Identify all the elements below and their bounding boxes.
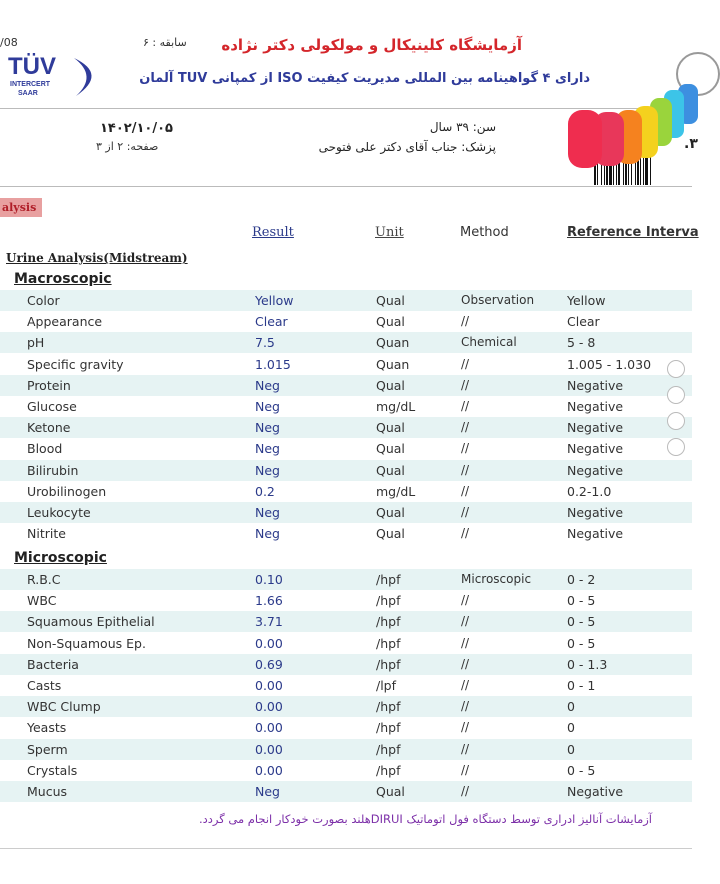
test-reference: 1.005 - 1.030 [567, 356, 652, 372]
test-method: // [461, 741, 470, 756]
table-row [0, 460, 692, 481]
test-unit: Qual [376, 462, 405, 478]
test-unit: /hpf [376, 720, 401, 736]
test-reference: 0 - 5 [567, 614, 596, 630]
color-tabs-icon [566, 84, 692, 168]
test-reference: Negative [567, 420, 624, 436]
test-name: WBC [27, 593, 57, 609]
table-row [0, 438, 692, 459]
table-row [0, 611, 692, 632]
test-result: 0.00 [255, 699, 283, 715]
table-row [0, 290, 692, 311]
column-header-method: Method [460, 225, 509, 240]
table-row [0, 739, 692, 760]
table-row [0, 332, 692, 353]
test-reference: 5 - 8 [567, 335, 596, 351]
test-name: Nitrite [27, 526, 66, 542]
logo-tuv-text: TÜV [8, 53, 56, 80]
test-name: Specific gravity [27, 356, 124, 372]
table-row [0, 760, 692, 781]
test-method: // [461, 614, 470, 629]
test-unit: Qual [376, 314, 405, 330]
test-result: Neg [255, 526, 280, 542]
test-method: // [461, 678, 470, 692]
header-divider-bottom [0, 186, 692, 187]
test-method: Microscopic [461, 572, 532, 586]
test-name: Glucose [27, 399, 77, 414]
test-result: 3.71 [255, 614, 283, 630]
column-header-unit: Unit [375, 225, 404, 240]
test-unit: mg/dL [376, 399, 416, 414]
radio-option-2[interactable] [667, 386, 685, 404]
test-method: // [461, 377, 470, 392]
footer-note: آزمایشات آنالیز ادراری توسط دستگاه فول اتوماتیک DIRUIهلند بصورت خودکار انجام می گردد. [199, 812, 652, 826]
corner-text: /08 [0, 36, 18, 49]
test-method: // [461, 356, 470, 371]
test-unit: Quan [376, 356, 410, 372]
test-reference: Yellow [567, 293, 606, 308]
table-row [0, 654, 692, 675]
test-unit: Qual [376, 293, 405, 308]
test-method: // [461, 699, 470, 714]
barcode-number: .۳ [684, 136, 698, 152]
test-unit: /hpf [376, 656, 401, 672]
test-name: Urobilinogen [27, 483, 107, 499]
test-result: 0.10 [255, 572, 283, 587]
file-number: سابقه : ۶ [143, 36, 187, 49]
table-row [0, 569, 692, 590]
test-method: // [461, 399, 470, 413]
test-method: // [461, 762, 470, 777]
test-name: Yeasts [27, 720, 67, 736]
test-name: Color [27, 293, 60, 308]
test-method: Chemical [461, 335, 517, 350]
test-result: Neg [255, 420, 280, 436]
test-name: Bilirubin [27, 462, 79, 478]
test-reference: Negative [567, 784, 624, 799]
test-result: 0.00 [255, 678, 283, 693]
test-unit: /hpf [376, 699, 401, 715]
test-result: Yellow [255, 293, 294, 308]
test-result: Neg [255, 377, 280, 393]
logo-sub1-text: INTERCERT [10, 81, 51, 88]
column-header-result: Result [252, 225, 294, 240]
column-header-reference: Reference Interva [567, 225, 699, 240]
test-unit: /hpf [376, 762, 401, 778]
test-name: Non-Squamous Ep. [27, 635, 146, 651]
section-badge: alysis [0, 198, 42, 217]
table-row [0, 311, 692, 332]
macroscopic-heading: Macroscopic [14, 271, 112, 287]
test-reference: 0 - 1.3 [567, 656, 608, 672]
radio-option-3[interactable] [667, 412, 685, 430]
test-reference: Clear [567, 314, 600, 330]
test-name: pH [27, 335, 45, 351]
test-reference: Negative [567, 462, 624, 478]
test-method: // [461, 635, 470, 650]
test-result: 0.2 [255, 483, 275, 499]
test-result: Clear [255, 314, 288, 330]
test-name: Bacteria [27, 656, 79, 672]
referring-doctor: پزشک: جناب آقای دکتر علی فتوحی [318, 140, 496, 154]
test-result: Neg [255, 505, 280, 520]
test-method: // [461, 483, 470, 498]
test-reference: Negative [567, 377, 624, 393]
test-result: 0.00 [255, 741, 283, 757]
test-method: Observation [461, 293, 535, 307]
test-reference: 0 - 1 [567, 678, 596, 693]
test-result: 0.00 [255, 762, 283, 778]
test-unit: /hpf [376, 614, 401, 630]
table-row [0, 523, 692, 544]
test-result: Neg [255, 399, 280, 414]
test-unit: Qual [376, 526, 405, 542]
table-row [0, 717, 692, 738]
microscopic-heading: Microscopic [14, 550, 107, 566]
test-reference: 0 [567, 720, 575, 736]
test-unit: /hpf [376, 572, 401, 587]
test-result: Neg [255, 784, 280, 799]
table-row [0, 675, 692, 696]
test-name: Appearance [27, 314, 103, 330]
test-name: Crystals [27, 762, 78, 778]
test-name: Ketone [27, 420, 71, 436]
test-name: Sperm [27, 741, 68, 757]
test-result: 0.00 [255, 635, 283, 651]
test-reference: 0 - 5 [567, 593, 596, 609]
test-unit: /hpf [376, 593, 401, 609]
test-result: 0.00 [255, 720, 283, 736]
test-name: Blood [27, 441, 63, 457]
patient-age: سن: ۳۹ سال [429, 120, 496, 134]
lab-title: آزمایشگاه کلینیکال و مولکولی دکتر نژاده [221, 36, 522, 54]
test-method: // [461, 505, 470, 519]
test-unit: Qual [376, 377, 405, 393]
test-result: Neg [255, 462, 280, 478]
radio-option-4[interactable] [667, 438, 685, 456]
footer-divider [0, 848, 692, 849]
table-row [0, 417, 692, 438]
test-method: // [461, 526, 470, 541]
test-reference: 0 - 5 [567, 762, 596, 778]
report-date: ۱۴۰۲/۱۰/۰۵ [100, 121, 173, 136]
table-row [0, 633, 692, 654]
test-result: 0.69 [255, 656, 283, 672]
test-unit: /hpf [376, 635, 401, 651]
page-number: صفحه: ۲ از ۳ [96, 140, 159, 153]
table-row [0, 481, 692, 502]
test-name: Protein [27, 377, 71, 393]
test-method: // [461, 420, 470, 435]
test-name: Casts [27, 678, 62, 693]
table-row [0, 502, 692, 523]
logo-sub2-text: SAAR [18, 90, 38, 97]
test-method: // [461, 441, 470, 456]
test-unit: Qual [376, 505, 405, 520]
test-result: Neg [255, 441, 280, 457]
test-unit: /lpf [376, 678, 397, 693]
test-name: Squamous Epithelial [27, 614, 155, 630]
table-row [0, 781, 692, 802]
test-result: 1.015 [255, 356, 291, 372]
test-reference: Negative [567, 505, 624, 520]
test-result: 7.5 [255, 335, 275, 351]
test-method: // [461, 784, 470, 798]
tuv-logo [4, 50, 112, 100]
test-unit: Qual [376, 420, 405, 436]
test-name: WBC Clump [27, 699, 101, 715]
test-reference: Negative [567, 526, 624, 542]
test-result: 1.66 [255, 593, 283, 609]
table-row [0, 396, 692, 417]
table-row [0, 590, 692, 611]
test-name: R.B.C [27, 572, 61, 587]
test-method: // [461, 462, 470, 477]
test-unit: /hpf [376, 741, 401, 757]
test-unit: Qual [376, 784, 405, 799]
test-reference: 0.2-1.0 [567, 483, 612, 499]
test-method: // [461, 314, 470, 329]
lab-certification: دارای ۴ گواهینامه بین المللی مدیریت کیفیت ISO از کمپانی TUV آلمان [139, 71, 590, 86]
table-row [0, 354, 692, 375]
test-name: Leukocyte [27, 505, 91, 520]
test-unit: Quan [376, 335, 410, 351]
test-name: Mucus [27, 784, 68, 799]
radio-option-1[interactable] [667, 360, 685, 378]
test-reference: Negative [567, 399, 624, 414]
test-reference: 0 [567, 741, 575, 757]
test-unit: Qual [376, 441, 405, 457]
test-method: // [461, 593, 470, 608]
table-row [0, 375, 692, 396]
test-reference: Negative [567, 441, 624, 457]
test-method: // [461, 720, 470, 735]
test-reference: 0 - 2 [567, 572, 596, 587]
table-row [0, 696, 692, 717]
test-reference: 0 - 5 [567, 635, 596, 651]
test-reference: 0 [567, 699, 575, 715]
test-method: // [461, 656, 470, 671]
test-unit: mg/dL [376, 483, 416, 499]
test-title: Urine Analysis(Midstream) [6, 251, 188, 265]
